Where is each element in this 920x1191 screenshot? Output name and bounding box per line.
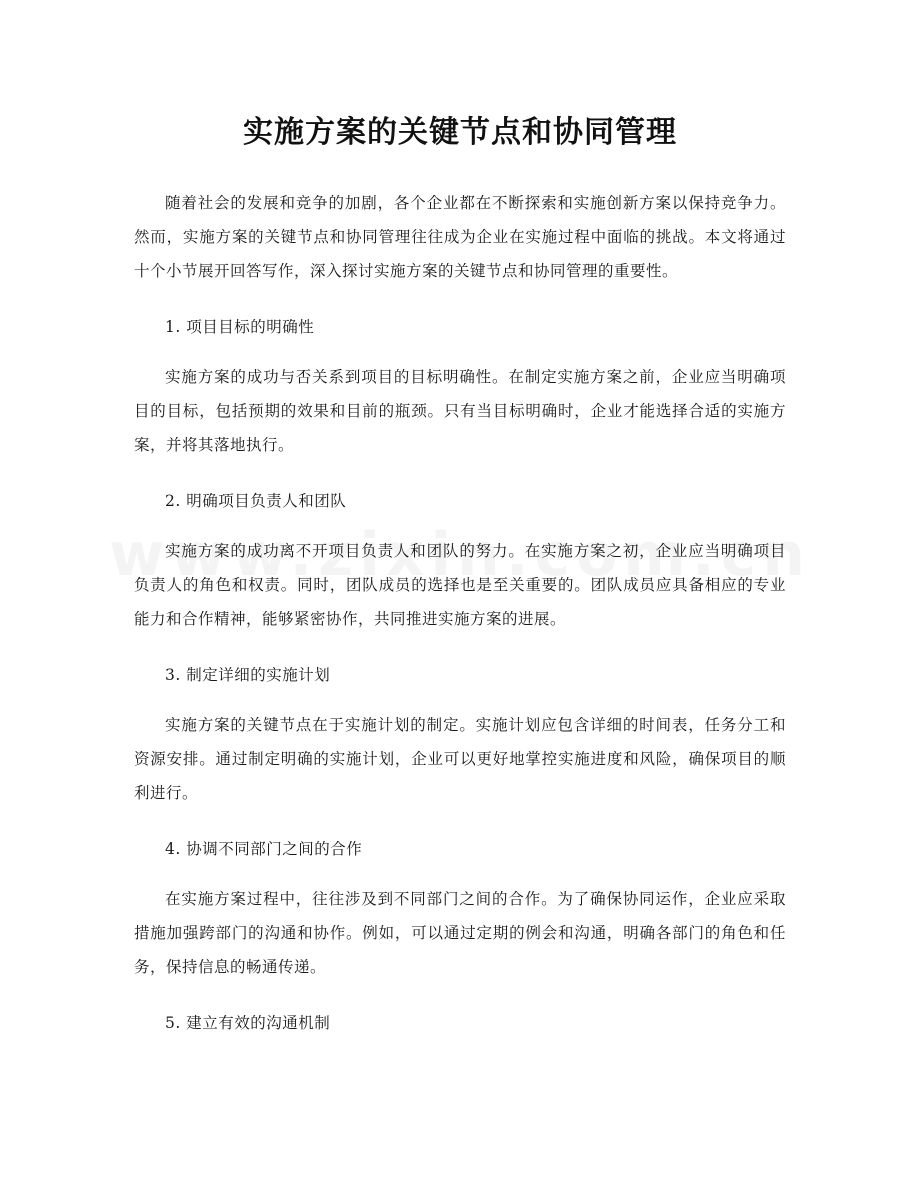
section-heading-4: 4. 协调不同部门之间的合作	[165, 840, 363, 858]
document-title: 实施方案的关键节点和协同管理	[243, 115, 677, 150]
section-body-3: 实施方案的关键节点在于实施计划的制定。实施计划应包含详细的时间表，任务分工和资源安排。通过制定明确的实施计划，企业可以更好地掌控实施进度和风险，确保项目的顺利进行。	[134, 716, 786, 802]
section-heading-3: 3. 制定详细的实施计划	[165, 666, 331, 684]
section-body-4: 在实施方案过程中，往往涉及到不同部门之间的合作。为了确保协同运作，企业应采取措施加强跨部门的沟通和协作。例如，可以通过定期的例会和沟通，明确各部门的角色和任务，保持信息的畅通传递。	[134, 890, 786, 976]
intro-paragraph: 随着社会的发展和竞争的加剧，各个企业都在不断探索和实施创新方案以保持竞争力。然而，实施方案的关键节点和协同管理往往成为企业在实施过程中面临的挑战。本文将通过十个小节展开回答写作，深入探讨实施方案的关键节点和协同管理的重要性。	[134, 194, 786, 280]
section-body-2: 实施方案的成功离不开项目负责人和团队的努力。在实施方案之初，企业应当明确项目负责人的角色和权责。同时，团队成员的选择也是至关重要的。团队成员应具备相应的专业能力和合作精神，能够紧密协作，共同推进实施方案的进展。	[134, 542, 786, 628]
section-body-1: 实施方案的成功与否关系到项目的目标明确性。在制定实施方案之前，企业应当明确项目的目标，包括预期的效果和目前的瓶颈。只有当目标明确时，企业才能选择合适的实施方案，并将其落地执行。	[134, 368, 786, 454]
section-heading-2: 2. 明确项目负责人和团队	[165, 492, 347, 510]
section-heading-1: 1. 项目目标的明确性	[165, 318, 315, 336]
section-heading-5: 5. 建立有效的沟通机制	[165, 1014, 331, 1032]
